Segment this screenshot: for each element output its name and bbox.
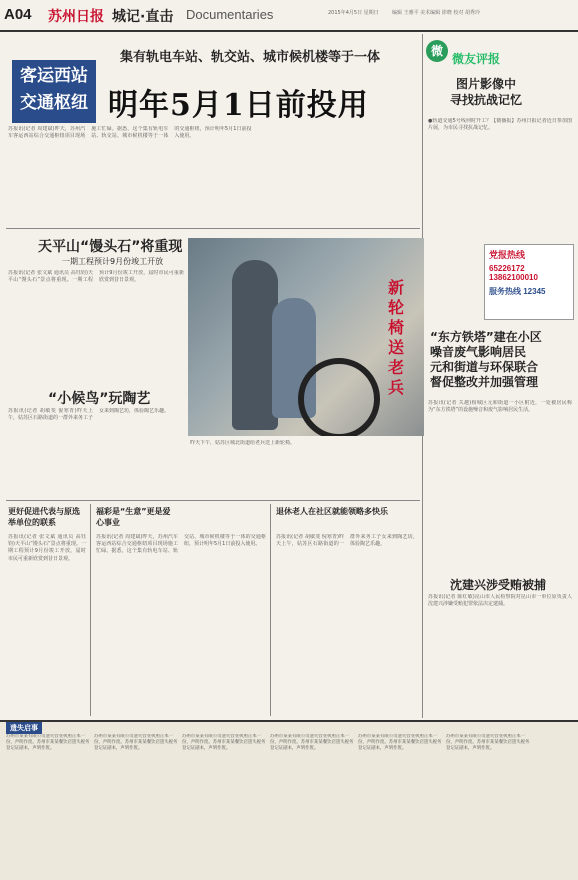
story2-sub: 一期工程预计9月份竣工开放: [62, 257, 164, 266]
ad-column: 苏州市某某有限公司遗失营业执照正本一份，声明作废。苏州市某某餐饮店遗失税务登记证副本，声明作废。: [182, 734, 266, 751]
story4-headline-line-3: 元和街道与环保联合: [430, 360, 539, 374]
page-header: [0, 0, 578, 32]
col2-body: 苏报讯(记者 周建斌)昨天，苏州汽车客运西站综合交通枢纽项目现场施工忙碌。据悉，这个集有轨电车站、轨交站、城市候机楼等于一体的交通枢纽，预计明年5月1日前投入使用。: [96, 534, 266, 555]
wechat-icon: 微: [426, 40, 448, 62]
ad-column: 苏州市某某有限公司遗失营业执照正本一份，声明作废。苏州市某某餐饮店遗失税务登记证副本，声明作废。: [358, 734, 442, 751]
sidebar-body: ●轨道交通5号线何时开工？【微播报】苏州日报记者近日参加图片展，为市民寻找抗战记忆。: [428, 118, 572, 132]
hotline-box: [484, 244, 574, 320]
story4-body: 苏报讯(记者 关越)相城区元和街道一小区附近，一处被居民称为“东方铁塔”的设施噪音和废气影响居民生活。: [428, 400, 572, 414]
ad-section-title: 遗失启事: [6, 722, 42, 734]
sidebar-title-line-2: 寻找抗战记忆: [450, 93, 523, 107]
story4-headline-line-1: “东方铁塔”建在小区: [430, 330, 542, 344]
lead-headline: 明年5月1日前投用: [108, 88, 369, 123]
story4-headline: [430, 330, 542, 390]
sidebar-title-line-1: 图片影像中: [456, 77, 517, 91]
ad-column: 苏州市某某有限公司遗失营业执照正本一份，声明作废。苏州市某某餐饮店遗失税务登记证副本，声明作废。: [6, 734, 90, 751]
story2-headline: 天平山“馒头石”将重现: [38, 239, 183, 255]
photo-title: 新轮椅送老兵: [388, 278, 405, 397]
lead-kicker: [12, 60, 96, 123]
story3-body: 苏报讯(记者 胡敏斐 倪寒青)昨天上午，姑苏区石路街道的一群外来务工子女来到陶艺坊，体验陶艺乐趣。: [8, 408, 170, 422]
col3-body: 苏报讯(记者 胡敏斐 倪寒青)昨天上午，姑苏区石路街道的一群外来务工子女来到陶艺坊，体验陶艺乐趣。: [276, 534, 418, 548]
divider: [6, 228, 420, 229]
news-photo: [188, 238, 424, 436]
ad-column: 苏州市某某有限公司遗失营业执照正本一份，声明作废。苏州市某某餐饮店遗失税务登记证副本，声明作废。: [94, 734, 178, 751]
lead-subhead: 集有轨电车站、轨交站、城市候机楼等于一体: [120, 50, 381, 65]
paper-logo: 苏州日报: [48, 9, 104, 25]
story5-body: 苏报讯(记者 陈红敏)昆山市人民检察院对昆山市一单位原负责人沈建兴涉嫌受贿犯罪依法决定逮捕。: [428, 594, 572, 608]
hotline-extra: 服务热线 12345: [489, 287, 546, 296]
ad-column: 苏州市某某有限公司遗失营业执照正本一份，声明作废。苏州市某某餐饮店遗失税务登记证副本，声明作废。: [270, 734, 354, 751]
story4-headline-line-2: 噪音废气影响居民: [430, 345, 527, 359]
col1-headline: 更好促进代表与原选举单位的联系: [8, 507, 80, 527]
section-name: 城记·直击: [112, 9, 174, 25]
lead-kicker-line-1: 客运西站: [20, 66, 88, 86]
hotline-number-2: 13862100010: [489, 273, 538, 282]
wheelchair-wheel: [298, 358, 380, 436]
lead-body: 苏报讯(记者 周建斌)昨天，苏州汽车客运西站综合交通枢纽项目现场施工忙碌。据悉，这个集有轨电车站、轨交站、城市候机楼等于一体的交通枢纽，预计明年5月1日前投入使用。: [8, 126, 252, 140]
col1-body: 苏报讯(记者 张文斌 通讯员 高钰钧)天平山“馒头石”景点将重现。一期工程预计9月份竣工开放，届时市民可重新欣赏到昔日景观。: [8, 534, 86, 562]
staff-credits: 编辑 王雅平 美术编辑 徐晓 校对 胡秀玲: [392, 10, 480, 16]
story4-headline-line-4: 督促整改并加强管理: [430, 375, 539, 389]
photo-caption: 昨天下午，姑苏区城北街道给老兵送上新轮椅。: [190, 440, 296, 446]
page-number: A04: [4, 6, 32, 23]
sidebar-title: [450, 76, 522, 108]
section-english: Documentaries: [186, 7, 274, 22]
wx-label: 微友评报: [452, 52, 501, 66]
issue-date: 2015年4月5日 星期日: [328, 10, 379, 16]
hotline-number-1: 65226172: [489, 264, 525, 273]
story2-body: 苏报讯(记者 张文斌 通讯员 高钰钧)天平山“馒头石”景点将重现。一期工程预计9月份竣工开放，届时市民可重新欣赏到昔日景观。: [8, 270, 184, 284]
lead-kicker-line-2: 交通枢纽: [20, 93, 88, 113]
col3-headline: 退休老人在社区就能领略多快乐: [276, 507, 388, 516]
ad-column: 苏州市某某有限公司遗失营业执照正本一份，声明作废。苏州市某某餐饮店遗失税务登记证副本，声明作废。: [446, 734, 530, 751]
divider: [6, 500, 420, 501]
col2-headline: 福彩是“生意”更是爱心事业: [96, 507, 171, 527]
story3-headline: “小候鸟”玩陶艺: [48, 391, 151, 407]
story5-headline: 沈建兴涉受贿被捕: [450, 578, 547, 592]
hotline-title: 党报热线: [489, 251, 526, 261]
